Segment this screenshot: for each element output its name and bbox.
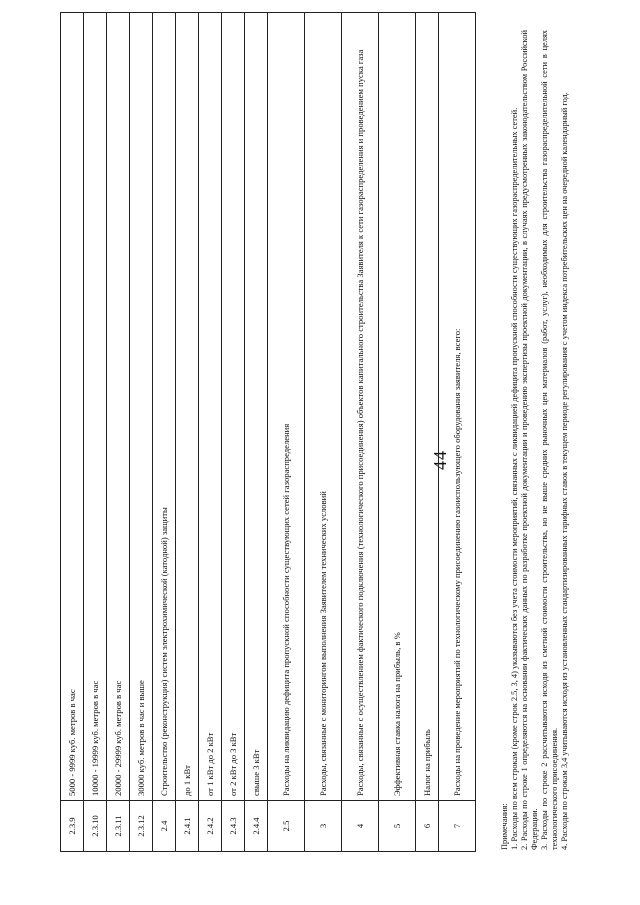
table-row <box>245 13 268 852</box>
table-row <box>439 13 476 852</box>
page-number: 44 <box>430 450 450 470</box>
row-number-cell: 2.4.2 <box>199 801 222 852</box>
row-description-cell: Расходы на проведение мероприятий по технологическому присоединению газоиспользующего оборудования заявителя, всего: <box>439 13 476 801</box>
row-description-cell: 20000 - 29999 куб. метров в час <box>107 13 130 801</box>
row-description-cell: Расходы, связанные с мониторингом выполнения Заявителем технических условий <box>305 13 342 801</box>
notes-heading: Примечания: <box>500 803 509 850</box>
table-row <box>268 13 305 852</box>
row-number-cell: 2.4.1 <box>176 801 199 852</box>
row-number-cell: 2.3.12 <box>130 801 153 852</box>
row-number-cell: 4 <box>342 801 379 852</box>
note-item: 1. Расходы по всем строкам (кроме строк 2.5, 3, 4) указываются без учета стоимости мероприятий, связанных с ликвидацией дефицита пропускной способности существующих газораспределительных сетей. <box>510 107 519 850</box>
table-row <box>379 13 416 852</box>
row-number-cell: 2.4.4 <box>245 801 268 852</box>
row-number-cell: 2.3.10 <box>84 801 107 852</box>
row-number-cell: 2.4 <box>153 801 176 852</box>
table-row <box>107 13 130 852</box>
table-row <box>84 13 107 852</box>
table-row <box>416 13 439 852</box>
row-description-cell: 10000 - 19999 куб. метров в час <box>84 13 107 801</box>
row-description-cell: Расходы на ликвидацию дефицита пропускной способности существующих сетей газораспределения <box>268 13 305 801</box>
row-description-cell: Строительство (реконструкция) систем электрохимической (катодной) защиты <box>153 13 176 801</box>
row-description-cell: Эффективная ставка налога на прибыль, в % <box>379 13 416 801</box>
row-description-cell: 5000 - 9999 куб. метров в час <box>61 13 84 801</box>
table-row <box>176 13 199 852</box>
row-number-cell: 2.4.3 <box>222 801 245 852</box>
note-item: 3. Расходы по строке 2 рассчитываются исходя из сметной стоимости строительства, но не выше средних рыночных цен материалов (работ, услуг), необходимых для строительства газораспределительной сети в целях технологического присоединения. <box>540 30 559 850</box>
table-row <box>130 13 153 852</box>
expense-table <box>60 12 476 852</box>
row-description-cell: 30000 куб. метров в час и выше <box>130 13 153 801</box>
table-row <box>153 13 176 852</box>
row-number-cell: 7 <box>439 801 476 852</box>
row-description-cell: от 2 кВт до 3 кВт <box>222 13 245 801</box>
row-description-cell: Расходы, связанные с осуществлением фактического подключения (технологического присоединения) объектов капитального строительства Заявителя к сети газораспределения и проведением пуска газа <box>342 13 379 801</box>
note-item: 2. Расходы по строке 1 определяются на основании фактических данных по разработке проектной документации и проведению экспертизы проектной документации, в случаях предусмотренных законодательством Российской Федерации. <box>520 30 539 850</box>
table-row <box>305 13 342 852</box>
row-description-cell: Налог на прибыль <box>416 13 439 801</box>
row-description-cell: от 1 кВт до 2 кВт <box>199 13 222 801</box>
notes-section <box>500 30 570 850</box>
row-number-cell: 2.5 <box>268 801 305 852</box>
row-number-cell: 2.3.9 <box>61 801 84 852</box>
table-body <box>61 13 476 852</box>
table-row <box>199 13 222 852</box>
table-row <box>61 13 84 852</box>
rotated-page-content <box>30 20 610 880</box>
row-number-cell: 2.3.11 <box>107 801 130 852</box>
note-item: 4. Расходы по строкам 3,4 учитываются исходя из установленных стандартизированных тарифных ставок в текущем периоде регулирования с учетом индекса потребительских цен на очередной календарный год. <box>560 92 569 850</box>
row-number-cell: 6 <box>416 801 439 852</box>
table-row <box>222 13 245 852</box>
row-number-cell: 5 <box>379 801 416 852</box>
table-row <box>342 13 379 852</box>
row-description-cell: свыше 3 кВт <box>245 13 268 801</box>
row-number-cell: 3 <box>305 801 342 852</box>
row-description-cell: до 1 кВт <box>176 13 199 801</box>
